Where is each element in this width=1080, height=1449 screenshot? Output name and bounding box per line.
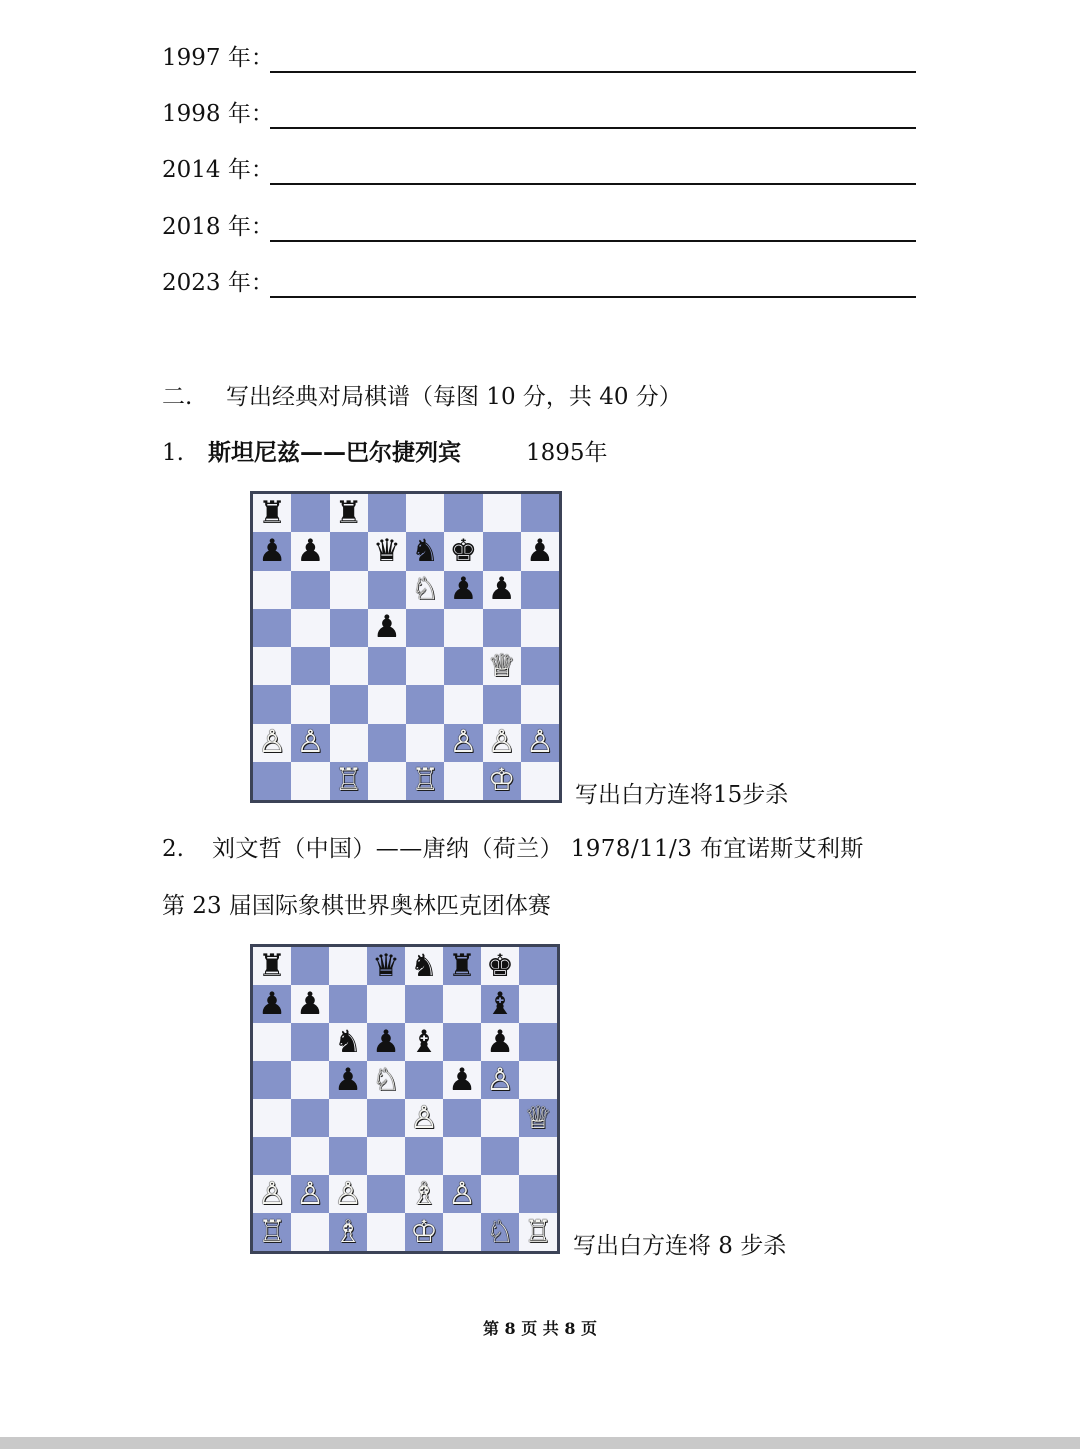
board-square — [519, 1175, 557, 1213]
board-square — [444, 532, 482, 570]
answer-line-label: 2014 年： — [162, 157, 274, 183]
white-pawn-icon: ♙ — [296, 1175, 324, 1212]
board-square — [483, 532, 521, 570]
board-square — [368, 685, 406, 723]
board-square — [519, 1099, 557, 1137]
board-square — [253, 762, 291, 800]
board-square — [405, 1175, 443, 1213]
board-square — [367, 1137, 405, 1175]
section-title: 写出经典对局棋谱（每图 10 分，共 40 分） — [226, 384, 682, 410]
board-square — [443, 1137, 481, 1175]
chess-board-1 — [250, 491, 562, 803]
board-square — [253, 1175, 291, 1213]
answer-underline — [270, 71, 916, 73]
white-knight-icon: ♘ — [486, 1213, 514, 1250]
board-square — [367, 947, 405, 985]
black-queen-icon: ♛ — [372, 947, 400, 984]
board-square — [521, 494, 559, 532]
answer-line-label: 1998 年： — [162, 101, 274, 127]
board-square — [329, 1137, 367, 1175]
board-square — [291, 985, 329, 1023]
board-square — [443, 1213, 481, 1251]
white-queen-icon: ♕ — [487, 647, 516, 684]
answer-line-1998 — [162, 99, 916, 129]
board-square — [253, 724, 291, 762]
board-square — [330, 609, 368, 647]
black-pawn-icon: ♟ — [258, 985, 286, 1022]
board-square — [444, 685, 482, 723]
board-square — [367, 1099, 405, 1137]
board-square — [253, 609, 291, 647]
board-square — [519, 1061, 557, 1099]
board-square — [405, 1023, 443, 1061]
answer-underline — [270, 183, 916, 185]
white-pawn-icon: ♙ — [410, 1099, 438, 1136]
problem-2-info: 刘文哲（中国）——唐纳（荷兰） 1978/11/3 布宜诺斯艾利斯 — [212, 836, 864, 862]
board-square — [291, 1061, 329, 1099]
board-square — [367, 985, 405, 1023]
board-square — [443, 1175, 481, 1213]
board-square — [519, 1023, 557, 1061]
board-square — [521, 724, 559, 762]
board-square — [444, 609, 482, 647]
answer-line-label: 2018 年： — [162, 214, 274, 240]
board-square — [405, 947, 443, 985]
page-footer: 第 8 页 共 8 页 — [482, 1319, 598, 1338]
board-square — [443, 1023, 481, 1061]
board-square — [483, 685, 521, 723]
answer-underline — [270, 296, 916, 298]
board-square — [329, 1175, 367, 1213]
black-pawn-icon: ♟ — [525, 532, 554, 569]
board-square — [483, 571, 521, 609]
white-bishop-icon: ♗ — [410, 1175, 438, 1212]
board-square — [481, 1061, 519, 1099]
board-square — [291, 571, 329, 609]
black-pawn-icon: ♟ — [449, 571, 478, 608]
white-pawn-icon: ♙ — [258, 1175, 286, 1212]
white-pawn-icon: ♙ — [487, 724, 516, 761]
board-square — [481, 1213, 519, 1251]
board-square — [519, 947, 557, 985]
board-square — [481, 985, 519, 1023]
board-square — [253, 571, 291, 609]
board-square — [253, 1213, 291, 1251]
board-square — [291, 1023, 329, 1061]
white-rook-icon: ♖ — [411, 762, 440, 799]
board-square — [329, 1099, 367, 1137]
board-square — [483, 609, 521, 647]
white-rook-icon: ♖ — [334, 762, 363, 799]
black-king-icon: ♚ — [486, 947, 514, 984]
problem-2-event: 第 23 届国际象棋世界奥林匹克团体赛 — [162, 893, 551, 919]
black-rook-icon: ♜ — [334, 494, 363, 531]
white-bishop-icon: ♗ — [334, 1213, 362, 1250]
board-square — [481, 1023, 519, 1061]
board-square — [253, 1137, 291, 1175]
section-number: 二. — [162, 384, 193, 410]
board-square — [368, 647, 406, 685]
board-square — [367, 1061, 405, 1099]
board-square — [291, 762, 329, 800]
black-pawn-icon: ♟ — [372, 1023, 400, 1060]
board-square — [444, 724, 482, 762]
answer-line-label: 1997 年： — [162, 45, 274, 71]
white-rook-icon: ♖ — [524, 1213, 552, 1250]
black-pawn-icon: ♟ — [258, 532, 287, 569]
board-square — [406, 532, 444, 570]
black-knight-icon: ♞ — [410, 947, 438, 984]
board-square — [444, 647, 482, 685]
board-square — [521, 647, 559, 685]
board-square — [329, 985, 367, 1023]
board-square — [330, 532, 368, 570]
black-bishop-icon: ♝ — [486, 985, 514, 1022]
board-square — [253, 532, 291, 570]
problem-1-index: 1. — [162, 440, 184, 466]
board-square — [253, 947, 291, 985]
board-square — [406, 571, 444, 609]
answer-line-2018 — [162, 212, 916, 242]
board-square — [368, 762, 406, 800]
answer-line-label: 2023 年： — [162, 270, 274, 296]
white-knight-icon: ♘ — [411, 571, 440, 608]
board-square — [291, 1213, 329, 1251]
board-square — [406, 494, 444, 532]
board-square — [405, 1099, 443, 1137]
board-square — [405, 985, 443, 1023]
answer-line-2014 — [162, 155, 916, 185]
white-queen-icon: ♕ — [524, 1099, 552, 1136]
problem-2-index: 2. — [162, 836, 184, 862]
board-square — [253, 1061, 291, 1099]
board-square — [330, 762, 368, 800]
black-pawn-icon: ♟ — [486, 1023, 514, 1060]
board-square — [330, 647, 368, 685]
board-square — [368, 609, 406, 647]
problem-1-task: 写出白方连将15步杀 — [575, 782, 789, 808]
black-knight-icon: ♞ — [334, 1023, 362, 1060]
board-square — [291, 647, 329, 685]
board-square — [483, 494, 521, 532]
black-queen-icon: ♛ — [372, 532, 401, 569]
board-square — [521, 571, 559, 609]
board-square — [367, 1213, 405, 1251]
white-king-icon: ♔ — [410, 1213, 438, 1250]
board-square — [443, 985, 481, 1023]
board-square — [406, 724, 444, 762]
board-square — [291, 947, 329, 985]
problem-2-task: 写出白方连将 8 步杀 — [573, 1233, 787, 1259]
board-square — [330, 685, 368, 723]
board-square — [521, 609, 559, 647]
board-square — [291, 724, 329, 762]
black-rook-icon: ♜ — [258, 947, 286, 984]
white-pawn-icon: ♙ — [449, 724, 478, 761]
board-square — [405, 1213, 443, 1251]
board-square — [367, 1023, 405, 1061]
board-square — [443, 947, 481, 985]
answer-line-2023 — [162, 268, 916, 298]
white-rook-icon: ♖ — [258, 1213, 286, 1250]
board-square — [329, 947, 367, 985]
board-square — [444, 571, 482, 609]
white-pawn-icon: ♙ — [448, 1175, 476, 1212]
board-square — [253, 647, 291, 685]
white-pawn-icon: ♙ — [486, 1061, 514, 1098]
board-square — [253, 985, 291, 1023]
board-square — [329, 1061, 367, 1099]
board-square — [368, 532, 406, 570]
board-square — [443, 1061, 481, 1099]
board-square — [444, 494, 482, 532]
problem-1-players: 斯坦尼兹——巴尔捷列宾 — [208, 440, 461, 466]
black-pawn-icon: ♟ — [448, 1061, 476, 1098]
board-square — [483, 647, 521, 685]
board-square — [444, 762, 482, 800]
board-square — [291, 494, 329, 532]
board-square — [291, 532, 329, 570]
board-square — [481, 1175, 519, 1213]
board-square — [521, 762, 559, 800]
board-square — [368, 494, 406, 532]
board-square — [405, 1137, 443, 1175]
board-square — [367, 1175, 405, 1213]
board-square — [406, 609, 444, 647]
black-king-icon: ♚ — [449, 532, 478, 569]
board-square — [291, 1099, 329, 1137]
board-square — [330, 494, 368, 532]
board-square — [405, 1061, 443, 1099]
board-square — [291, 1175, 329, 1213]
board-square — [481, 1137, 519, 1175]
answer-underline — [270, 240, 916, 242]
black-rook-icon: ♜ — [448, 947, 476, 984]
white-knight-icon: ♘ — [372, 1061, 400, 1098]
answer-line-1997 — [162, 43, 916, 73]
board-square — [521, 532, 559, 570]
board-square — [368, 724, 406, 762]
black-bishop-icon: ♝ — [410, 1023, 438, 1060]
board-square — [483, 762, 521, 800]
black-pawn-icon: ♟ — [334, 1061, 362, 1098]
board-square — [291, 685, 329, 723]
board-square — [521, 685, 559, 723]
board-square — [253, 685, 291, 723]
chess-board-2 — [250, 944, 560, 1254]
board-square — [368, 571, 406, 609]
black-pawn-icon: ♟ — [296, 532, 325, 569]
board-square — [291, 1137, 329, 1175]
black-pawn-icon: ♟ — [296, 985, 324, 1022]
board-square — [443, 1099, 481, 1137]
board-square — [519, 1213, 557, 1251]
board-square — [481, 947, 519, 985]
problem-1-year: 1895年 — [526, 440, 608, 466]
board-square — [329, 1213, 367, 1251]
black-knight-icon: ♞ — [411, 532, 440, 569]
white-pawn-icon: ♙ — [258, 724, 287, 761]
black-pawn-icon: ♟ — [372, 609, 401, 646]
board-square — [330, 571, 368, 609]
board-square — [330, 724, 368, 762]
white-pawn-icon: ♙ — [296, 724, 325, 761]
board-square — [406, 647, 444, 685]
answer-underline — [270, 127, 916, 129]
viewer-bottom-bar — [0, 1437, 1080, 1449]
board-square — [253, 1023, 291, 1061]
white-pawn-icon: ♙ — [525, 724, 554, 761]
board-square — [519, 1137, 557, 1175]
white-pawn-icon: ♙ — [334, 1175, 362, 1212]
board-square — [519, 985, 557, 1023]
board-square — [253, 494, 291, 532]
board-square — [406, 685, 444, 723]
black-rook-icon: ♜ — [258, 494, 287, 531]
board-square — [483, 724, 521, 762]
white-king-icon: ♔ — [487, 762, 516, 799]
board-square — [481, 1099, 519, 1137]
board-square — [253, 1099, 291, 1137]
board-square — [329, 1023, 367, 1061]
board-square — [291, 609, 329, 647]
black-pawn-icon: ♟ — [487, 571, 516, 608]
board-square — [406, 762, 444, 800]
